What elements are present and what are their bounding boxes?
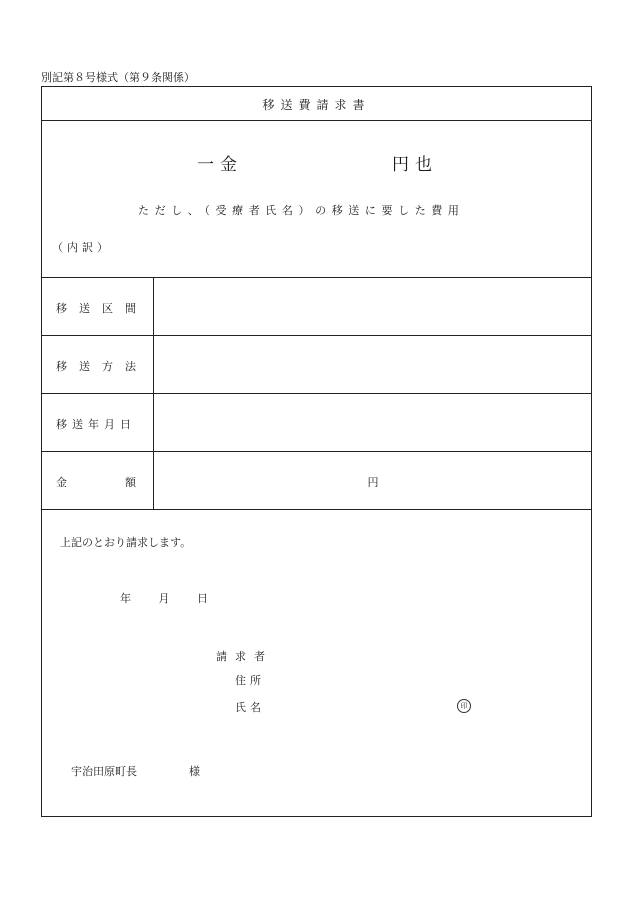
form-caption: 別記第８号様式（第９条関係）: [41, 71, 195, 84]
section-value-field[interactable]: [154, 278, 592, 334]
amount-suffix: 円也: [392, 155, 438, 175]
addressee-honorific: 様: [189, 765, 200, 778]
row-label-amount: 金額: [56, 476, 194, 489]
row-label-method: 移送方法: [56, 360, 148, 373]
claim-statement: 上記のとおり請求します。: [60, 536, 192, 549]
date-month: 月: [158, 592, 170, 605]
breakdown-label: （内訳）: [52, 241, 112, 254]
seal-mark-icon: 印: [457, 699, 471, 713]
divider: [42, 451, 591, 452]
divider: [42, 509, 591, 510]
amount-prefix: 一金: [197, 155, 243, 175]
claim-date: [120, 590, 232, 606]
claim-form: [41, 86, 592, 817]
divider: [42, 120, 591, 121]
row-label-date: 移送年月日: [56, 418, 136, 431]
date-day: 日: [197, 592, 208, 605]
date-value-field[interactable]: [154, 394, 592, 450]
form-title: 移送費請求書: [262, 98, 371, 112]
address-label: 住所: [235, 674, 265, 687]
addressee-name: 宇治田原町長: [71, 765, 137, 778]
name-label: 氏名: [235, 701, 265, 714]
date-year: 年: [120, 592, 131, 605]
row-label-section: 移送区間: [56, 302, 148, 315]
amount-value[interactable]: 円: [367, 476, 379, 489]
purpose-text: ただし、（受療者氏名）の移送に要した費用: [138, 204, 465, 217]
claimant-label: 請求者: [216, 650, 273, 663]
method-value-field[interactable]: [154, 336, 592, 392]
